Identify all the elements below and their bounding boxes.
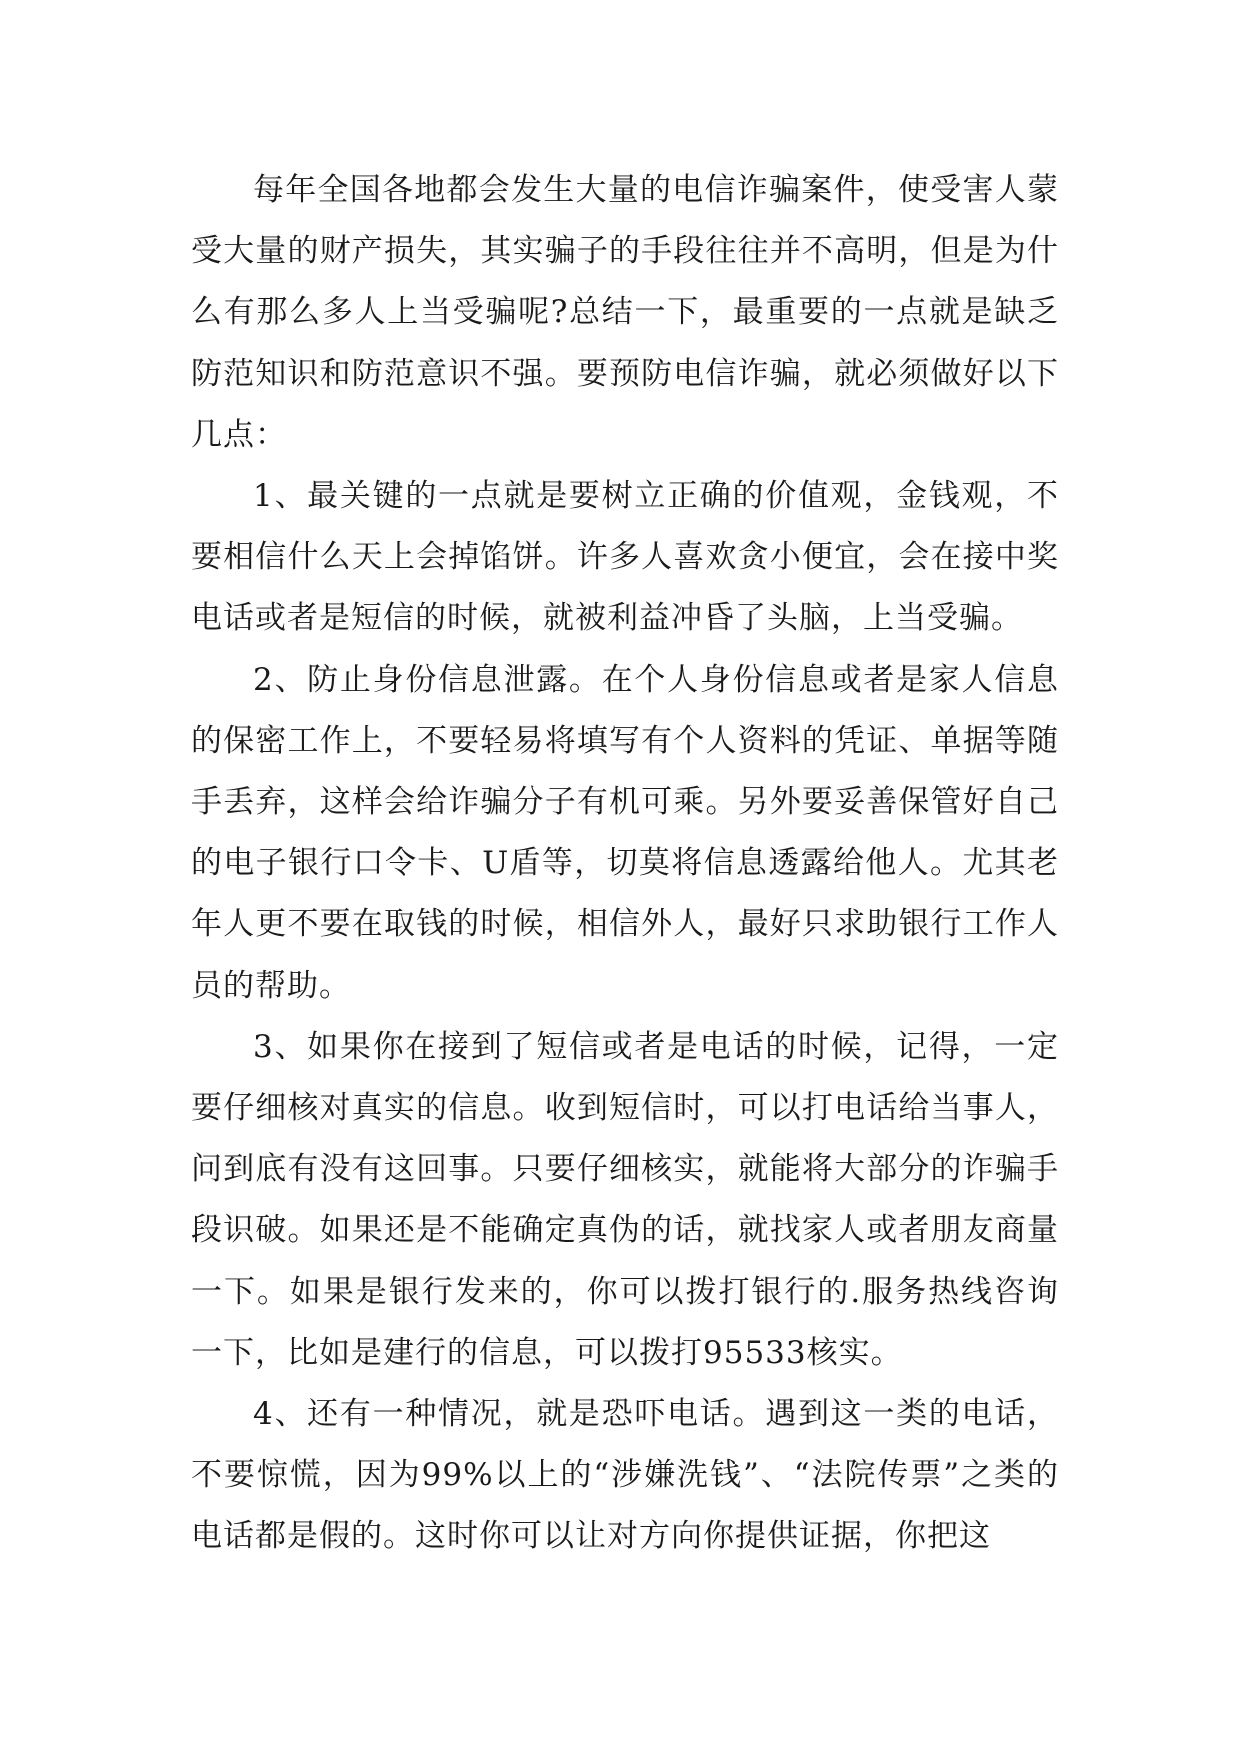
paragraph-point-1: 1、最关键的一点就是要树立正确的价值观，金钱观，不要相信什么天上会掉馅饼。许多人喜欢贪小便宜，会在接中奖电话或者是短信的时候，就被利益冲昏了头脑，上当受骗。 bbox=[191, 478, 1059, 637]
paragraph-intro: 每年全国各地都会发生大量的电信诈骗案件，使受害人蒙受大量的财产损失，其实骗子的手段往往并不高明，但是为什么有那么多人上当受骗呢?总结一下，最重要的一点就是缺乏防范知识和防范意识不强。要预防电信诈骗，就必须做好以下几点： bbox=[191, 172, 1059, 453]
paragraph-point-3: 3、如果你在接到了短信或者是电话的时候，记得，一定要仔细核对真实的信息。收到短信时，可以打电话给当事人，问到底有没有这回事。只要仔细核实，就能将大部分的诈骗手段识破。如果还是不能确定真伪的话，就找家人或者朋友商量一下。如果是银行发来的，你可以拨打银行的.服务热线咨询一下，比如是建行的信息，可以拨打95533核实。 bbox=[191, 1028, 1059, 1371]
paragraph-point-4: 4、还有一种情况，就是恐吓电话。遇到这一类的电话，不要惊慌，因为99%以上的“涉嫌洗钱”、“法院传票”之类的电话都是假的。这时你可以让对方向你提供证据，你把这 bbox=[191, 1396, 1059, 1555]
paragraph-point-2: 2、防止身份信息泄露。在个人身份信息或者是家人信息的保密工作上，不要轻易将填写有个人资料的凭证、单据等随手丢弃，这样会给诈骗分子有机可乘。另外要妥善保管好自己的电子银行口令卡、U盾等，切莫将信息透露给他人。尤其老年人更不要在取钱的时候，相信外人，最好只求助银行工作人员的帮助。 bbox=[191, 661, 1059, 1004]
document-body bbox=[191, 160, 1059, 1568]
